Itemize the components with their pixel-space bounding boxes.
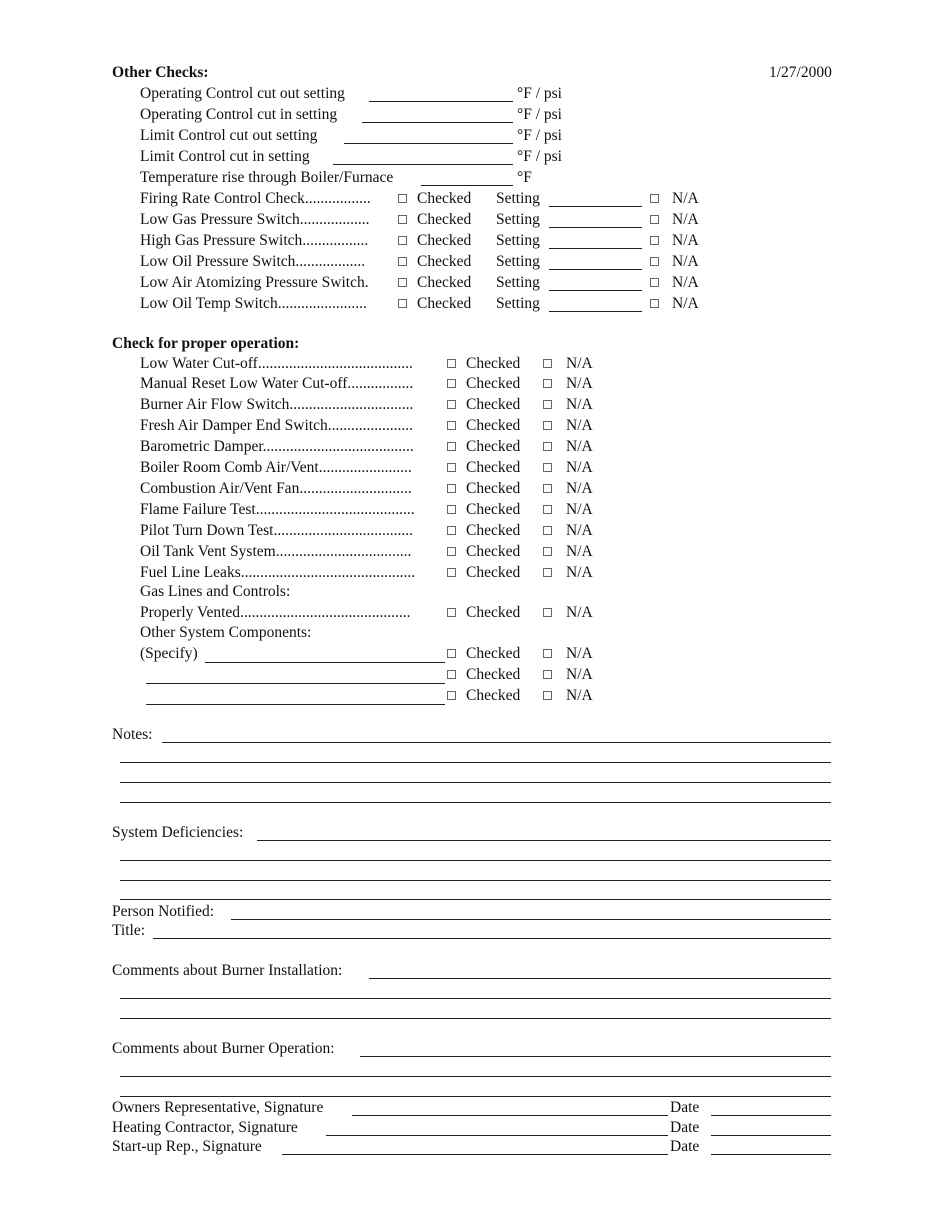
na-checkbox[interactable] (650, 194, 659, 203)
na-label: N/A (566, 396, 593, 413)
checked-checkbox[interactable] (447, 379, 456, 388)
na-checkbox[interactable] (650, 278, 659, 287)
deficiencies-label: System Deficiencies: (112, 824, 244, 841)
switch-row-label: Low Oil Pressure Switch.................. (140, 253, 366, 270)
setting-label: Setting (496, 295, 540, 312)
checked-label: Checked (466, 501, 521, 518)
title-line[interactable] (153, 938, 831, 939)
na-label: N/A (566, 459, 593, 476)
na-label: N/A (566, 645, 593, 662)
checked-checkbox[interactable] (447, 670, 456, 679)
na-checkbox[interactable] (650, 236, 659, 245)
na-label: N/A (566, 564, 593, 581)
checked-checkbox[interactable] (398, 215, 407, 224)
na-label: N/A (566, 543, 593, 560)
setting-input-line[interactable] (421, 185, 513, 186)
comments-operation-label: Comments about Burner Operation: (112, 1040, 335, 1057)
checked-checkbox[interactable] (447, 484, 456, 493)
signature-label: Start-up Rep., Signature (112, 1138, 262, 1155)
checked-checkbox[interactable] (447, 463, 456, 472)
na-label: N/A (672, 190, 699, 207)
operation-item-label: Low Water Cut-off........................................ (140, 355, 413, 372)
date-label: Date (670, 1138, 700, 1155)
operation-item-label: Oil Tank Vent System................................... (140, 543, 412, 560)
checked-label: Checked (466, 459, 521, 476)
setting-input-line[interactable] (344, 143, 513, 144)
checked-checkbox[interactable] (447, 568, 456, 577)
setting-input-line[interactable] (333, 164, 513, 165)
na-label: N/A (566, 480, 593, 497)
checked-label: Checked (466, 543, 521, 560)
checked-checkbox[interactable] (447, 691, 456, 700)
na-label: N/A (566, 666, 593, 683)
checked-checkbox[interactable] (447, 359, 456, 368)
deficiencies-line[interactable] (120, 880, 831, 881)
setting-unit: °F / psi (517, 85, 562, 102)
checked-checkbox[interactable] (398, 299, 407, 308)
checked-label: Checked (466, 396, 521, 413)
switch-row-label: Low Gas Pressure Switch.................. (140, 211, 370, 228)
checked-label: Checked (417, 274, 472, 291)
checked-label: Checked (466, 645, 521, 662)
na-checkbox[interactable] (543, 484, 552, 493)
na-label: N/A (672, 211, 699, 228)
comments-operation-line[interactable] (360, 1056, 831, 1057)
checked-label: Checked (466, 522, 521, 539)
na-label: N/A (566, 375, 593, 392)
checked-checkbox[interactable] (447, 505, 456, 514)
checked-checkbox[interactable] (447, 421, 456, 430)
checked-checkbox[interactable] (447, 649, 456, 658)
setting-label: Limit Control cut out setting (140, 127, 318, 144)
na-label: N/A (566, 355, 593, 372)
operation-item-label: Fresh Air Damper End Switch...................... (140, 417, 413, 434)
checked-label: Checked (466, 687, 521, 704)
comments-operation-line[interactable] (120, 1076, 831, 1077)
comments-installation-label: Comments about Burner Installation: (112, 962, 343, 979)
notes-line[interactable] (120, 762, 831, 763)
deficiencies-line[interactable] (120, 860, 831, 861)
checked-label: Checked (466, 666, 521, 683)
setting-label: Setting (496, 211, 540, 228)
deficiencies-line[interactable] (257, 840, 831, 841)
setting-label: Operating Control cut out setting (140, 85, 345, 102)
na-checkbox[interactable] (543, 359, 552, 368)
checked-checkbox[interactable] (447, 442, 456, 451)
checked-label: Checked (466, 375, 521, 392)
na-checkbox[interactable] (650, 299, 659, 308)
na-checkbox[interactable] (543, 463, 552, 472)
notes-line[interactable] (120, 802, 831, 803)
comments-installation-line[interactable] (120, 998, 831, 999)
checked-label: Checked (417, 295, 472, 312)
na-label: N/A (672, 295, 699, 312)
na-label: N/A (672, 253, 699, 270)
switch-row-label: High Gas Pressure Switch................. (140, 232, 369, 249)
setting-label: Setting (496, 253, 540, 270)
comments-installation-line[interactable] (120, 1018, 831, 1019)
signature-label: Heating Contractor, Signature (112, 1119, 298, 1136)
signature-line[interactable] (326, 1135, 668, 1136)
specify-input-line[interactable] (205, 662, 445, 663)
na-label: N/A (672, 232, 699, 249)
checked-label: Checked (417, 232, 472, 249)
na-checkbox[interactable] (543, 526, 552, 535)
na-checkbox[interactable] (543, 568, 552, 577)
operation-item-label: Fuel Line Leaks............................................. (140, 564, 416, 581)
setting-label: Limit Control cut in setting (140, 148, 310, 165)
checked-checkbox[interactable] (447, 400, 456, 409)
setting-label: Setting (496, 190, 540, 207)
date-line[interactable] (711, 1154, 831, 1155)
setting-unit: °F (517, 169, 532, 186)
notes-label: Notes: (112, 726, 153, 743)
date-label: Date (670, 1119, 700, 1136)
checked-checkbox[interactable] (447, 608, 456, 617)
date-label: Date (670, 1099, 700, 1116)
comments-operation-line[interactable] (120, 1096, 831, 1097)
notes-line[interactable] (120, 782, 831, 783)
checked-checkbox[interactable] (398, 194, 407, 203)
checked-checkbox[interactable] (398, 236, 407, 245)
date-line[interactable] (711, 1135, 831, 1136)
na-checkbox[interactable] (543, 421, 552, 430)
setting-unit: °F / psi (517, 106, 562, 123)
switch-row-label: Low Oil Temp Switch....................... (140, 295, 367, 312)
checked-label: Checked (466, 417, 521, 434)
specify-label: (Specify) (140, 645, 198, 662)
na-label: N/A (566, 522, 593, 539)
na-label: N/A (566, 438, 593, 455)
component-input-line[interactable] (146, 704, 445, 705)
na-label: N/A (566, 687, 593, 704)
setting-unit: °F / psi (517, 127, 562, 144)
na-checkbox[interactable] (543, 379, 552, 388)
setting-label: Setting (496, 232, 540, 249)
na-checkbox[interactable] (543, 691, 552, 700)
checked-label: Checked (466, 604, 521, 621)
checked-label: Checked (466, 564, 521, 581)
person-notified-label: Person Notified: (112, 903, 215, 920)
setting-input-line[interactable] (369, 101, 513, 102)
operation-item-label: Pilot Turn Down Test.................................... (140, 522, 413, 539)
na-checkbox[interactable] (543, 505, 552, 514)
setting-input-line[interactable] (549, 290, 642, 291)
na-checkbox[interactable] (543, 649, 552, 658)
notes-line[interactable] (162, 742, 831, 743)
date-line[interactable] (711, 1115, 831, 1116)
checked-checkbox[interactable] (398, 257, 407, 266)
checked-label: Checked (466, 355, 521, 372)
na-checkbox[interactable] (543, 442, 552, 451)
checked-checkbox[interactable] (447, 526, 456, 535)
gas-lines-label: Gas Lines and Controls: (140, 583, 291, 600)
checked-label: Checked (417, 211, 472, 228)
checked-checkbox[interactable] (447, 547, 456, 556)
operation-item-label: Burner Air Flow Switch................................ (140, 396, 414, 413)
setting-label: Temperature rise through Boiler/Furnace (140, 169, 394, 186)
comments-installation-line[interactable] (369, 978, 831, 979)
na-checkbox[interactable] (543, 608, 552, 617)
checked-label: Checked (417, 253, 472, 270)
checked-label: Checked (466, 480, 521, 497)
switch-row-label: Low Air Atomizing Pressure Switch. (140, 274, 369, 291)
setting-input-line[interactable] (549, 248, 642, 249)
na-checkbox[interactable] (650, 215, 659, 224)
setting-label: Setting (496, 274, 540, 291)
component-input-line[interactable] (146, 683, 445, 684)
other-components-label: Other System Components: (140, 624, 312, 641)
na-label: N/A (566, 604, 593, 621)
na-label: N/A (566, 501, 593, 518)
na-checkbox[interactable] (543, 547, 552, 556)
operation-item-label: Barometric Damper....................................... (140, 438, 414, 455)
title-label: Title: (112, 922, 146, 939)
signature-line[interactable] (352, 1115, 668, 1116)
checked-label: Checked (466, 438, 521, 455)
setting-input-line[interactable] (549, 206, 642, 207)
operation-item-label: Boiler Room Comb Air/Vent........................ (140, 459, 412, 476)
na-checkbox[interactable] (543, 670, 552, 679)
setting-label: Operating Control cut in setting (140, 106, 338, 123)
operation-item-label: Flame Failure Test......................................... (140, 501, 415, 518)
person-notified-line[interactable] (231, 919, 831, 920)
na-checkbox[interactable] (543, 400, 552, 409)
signature-label: Owners Representative, Signature (112, 1099, 324, 1116)
checked-label: Checked (417, 190, 472, 207)
setting-input-line[interactable] (362, 122, 513, 123)
section-title-proper-operation: Check for proper operation: (112, 335, 300, 352)
setting-input-line[interactable] (549, 227, 642, 228)
setting-input-line[interactable] (549, 311, 642, 312)
switch-row-label: Firing Rate Control Check................. (140, 190, 371, 207)
na-checkbox[interactable] (650, 257, 659, 266)
signature-line[interactable] (282, 1154, 668, 1155)
operation-item-label: Manual Reset Low Water Cut-off................. (140, 375, 414, 392)
na-label: N/A (566, 417, 593, 434)
form-date: 1/27/2000 (769, 64, 832, 81)
setting-input-line[interactable] (549, 269, 642, 270)
section-title-other-checks: Other Checks: (112, 64, 209, 81)
checked-checkbox[interactable] (398, 278, 407, 287)
setting-unit: °F / psi (517, 148, 562, 165)
deficiencies-line[interactable] (120, 899, 831, 900)
operation-item-label: Combustion Air/Vent Fan............................. (140, 480, 412, 497)
properly-vented-label: Properly Vented............................................ (140, 604, 411, 621)
na-label: N/A (672, 274, 699, 291)
